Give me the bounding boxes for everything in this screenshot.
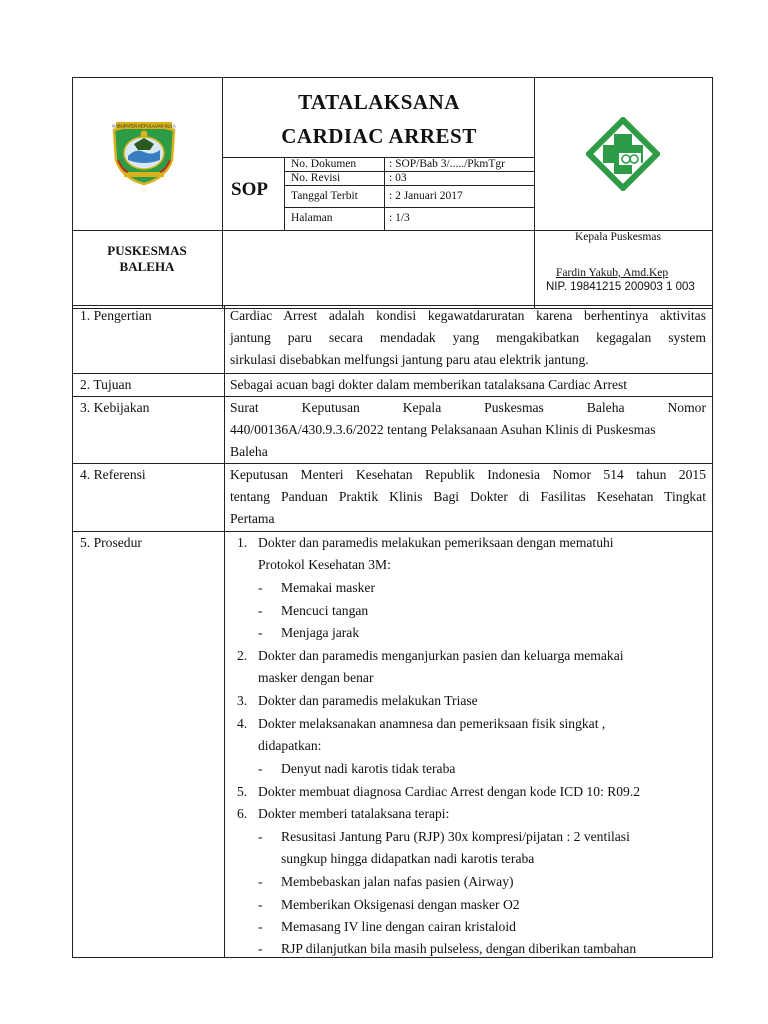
step-1-sub-3: Menjaga jarak xyxy=(281,625,360,640)
doc-row-line-2 xyxy=(284,185,534,186)
doc-number-value: : SOP/Bab 3/...../PkmTgr xyxy=(389,158,505,170)
step-4-line-1: Dokter melaksanakan anamnesa dan pemeriksaan fisik singkat , xyxy=(258,716,606,731)
bullet-dash: - xyxy=(258,580,263,595)
prosedur-label: 5. Prosedur xyxy=(80,535,142,550)
tujuan-text: Sebagai acuan bagi dokter dalam memberikan tatalaksana Cardiac Arrest xyxy=(230,377,628,392)
referensi-line-3: Pertama xyxy=(230,511,275,526)
revision-label: No. Revisi xyxy=(291,172,341,184)
step-4-line-2: didapatkan: xyxy=(258,738,322,753)
referensi-line-1: Keputusan Menteri Kesehatan Republik Indonesia Nomor 514 tahun 2015 xyxy=(230,467,706,482)
header-divider-v1 xyxy=(222,77,223,309)
step-2-line-2: masker dengan benar xyxy=(258,670,374,685)
bullet-dash: - xyxy=(258,897,263,912)
document-title-line1: TATALAKSANA xyxy=(298,90,460,114)
step-2-number: 2. xyxy=(237,648,248,663)
bullet-dash: - xyxy=(258,829,263,844)
signer-name: Fardin Yakub, Amd.Kep xyxy=(556,267,669,279)
step-3-number: 3. xyxy=(237,693,248,708)
bullet-dash: - xyxy=(258,603,263,618)
step-1-line-2: Protokol Kesehatan 3M: xyxy=(258,557,391,572)
kebijakan-line-3: Baleha xyxy=(230,444,268,459)
step-3-line-1: Dokter dan paramedis melakukan Triase xyxy=(258,693,478,708)
step-4-sub-1: Denyut nadi karotis tidak teraba xyxy=(281,761,456,776)
step-6-sub-1-line-2: sungkup hingga didapatkan nadi karotis teraba xyxy=(281,851,535,866)
bullet-dash: - xyxy=(258,874,263,889)
doc-block-col-divider xyxy=(384,157,385,230)
step-6-sub-1-line-1: Resusitasi Jantung Paru (RJP) 30x kompresi/pijatan : 2 ventilasi xyxy=(281,829,630,844)
kebijakan-line-2: 440/00136A/430.9.3.6/2022 tentang Pelaksanaan Asuhan Klinis di Puskesmas xyxy=(230,422,656,437)
step-1-line-1: Dokter dan paramedis melakukan pemeriksaan dengan mematuhi xyxy=(258,535,614,550)
regency-emblem-logo xyxy=(106,120,182,186)
step-1-number: 1. xyxy=(237,535,248,550)
step-2-line-1: Dokter dan paramedis menganjurkan pasien dan keluarga memakai xyxy=(258,648,624,663)
svg-text:KABUPATEN KEPULAUAN SULA: KABUPATEN KEPULAUAN SULA xyxy=(112,123,176,129)
body-col-divider xyxy=(224,305,225,958)
issue-date-label: Tanggal Terbit xyxy=(291,190,358,202)
page-label: Halaman xyxy=(291,212,333,224)
step-5-number: 5. xyxy=(237,784,248,799)
header-divider-v2 xyxy=(534,77,535,309)
sop-label: SOP xyxy=(231,179,268,200)
bullet-dash: - xyxy=(258,919,263,934)
step-6-number: 6. xyxy=(237,806,248,821)
doc-row-line-3 xyxy=(284,207,534,208)
page-value: : 1/3 xyxy=(389,212,410,224)
pengertian-line-3: sirkulasi disebabkan melfungsi jantung paru atau elektrik jantung. xyxy=(230,352,589,367)
bullet-dash: - xyxy=(258,761,263,776)
doc-number-label: No. Dokumen xyxy=(291,158,357,170)
tujuan-label: 2. Tujuan xyxy=(80,377,132,392)
step-6-line-1: Dokter memberi tatalaksana terapi: xyxy=(258,806,450,821)
step-6-sub-2: Membebaskan jalan nafas pasien (Airway) xyxy=(281,874,514,889)
step-6-sub-4: Memasang IV line dengan cairan kristaloid xyxy=(281,919,516,934)
pengertian-line-2: jantung paru secara mendadak yang mengakibatkan kegagalan system xyxy=(230,330,706,345)
referensi-label: 4. Referensi xyxy=(80,467,146,482)
step-5-line-1: Dokter membuat diagnosa Cardiac Arrest dengan kode ICD 10: R09.2 xyxy=(258,784,641,799)
doc-block-sop-divider xyxy=(284,157,285,230)
puskesmas-logo xyxy=(586,117,660,191)
kebijakan-line-1: Surat Keputusan Kepala Puskesmas Baleha Nomor xyxy=(230,400,706,415)
bullet-dash: - xyxy=(258,625,263,640)
signer-title: Kepala Puskesmas xyxy=(575,231,661,243)
step-6-sub-5: RJP dilanjutkan bila masih pulseless, dengan diberikan tambahan xyxy=(281,941,637,956)
issue-date-value: : 2 Januari 2017 xyxy=(389,190,463,202)
referensi-line-2: tentang Panduan Praktik Klinis Bagi Dokter di Fasilitas Kesehatan Tingkat xyxy=(230,489,706,504)
step-4-number: 4. xyxy=(237,716,248,731)
kebijakan-label: 3. Kebijakan xyxy=(80,400,150,415)
step-1-sub-2: Mencuci tangan xyxy=(281,603,369,618)
org-name-line2: BALEHA xyxy=(119,259,175,274)
step-1-sub-1: Memakai masker xyxy=(281,580,375,595)
step-6-sub-3: Memberikan Oksigenasi dengan masker O2 xyxy=(281,897,520,912)
pengertian-label: 1. Pengertian xyxy=(80,308,152,323)
signer-nip: NIP. 19841215 200903 1 003 xyxy=(546,281,695,293)
bullet-dash: - xyxy=(258,941,263,956)
pengertian-line-1: Cardiac Arrest adalah kondisi kegawatdaruratan karena berhentinya aktivitas xyxy=(230,308,706,323)
document-title-line2: CARDIAC ARREST xyxy=(281,124,477,148)
revision-value: : 03 xyxy=(389,172,407,184)
org-name-line1: PUSKESMAS xyxy=(107,243,187,258)
